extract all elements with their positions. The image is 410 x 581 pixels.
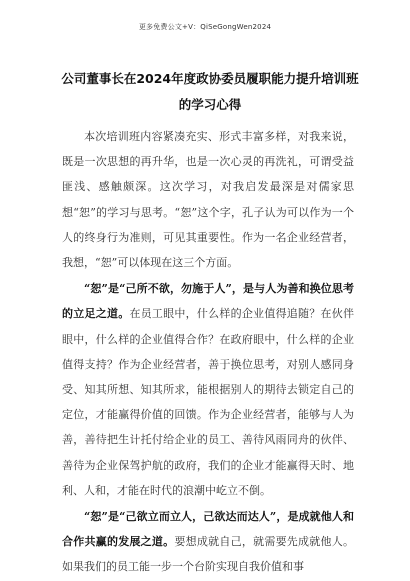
header-note: 更多免费公文+V：QiSeGongWen2024	[138, 23, 272, 31]
paragraph-text: 在员工眼中，什么样的企业值得追随？在伙伴眼中，什么样的企业值得合作？在政府眼中，什么样的企业值得支持？作为企业经营者，善于换位思考，对别人感同身受、知其所想、知其所求，能根据别人的期待去锁定自己的定位，才能赢得价值的回馈。作为企业经营者，能够与人为善，善待把生计托付给企业的员工、善待风雨同舟的伙伴、善待为企业保驾护航的政府，我们的企业才能赢得天时、地利、人和，才能在时代的浪潮中屹立不倒。	[62, 307, 355, 497]
paragraph-intro	[62, 124, 354, 275]
document-title: 公司董事长在2024年度政协委员履职能力提升培训班的学习心得	[61, 71, 359, 112]
paragraph-section-2	[62, 504, 354, 580]
section-heading: “恕”是“己欲立而立人，己欲达而达人”，是成就他人和合作共赢的发展之道。	[62, 510, 354, 549]
document-body	[62, 124, 354, 581]
paragraph-section-1	[62, 276, 354, 503]
paragraph-text: 要想成就自己，就需要先成就他人。如果我们的员工能一步一个台阶实现自我价值和事	[62, 535, 355, 574]
paragraph-text: 本次培训班内容紧凑充实、形式丰富多样，对我来说，既是一次思想的再升华，也是一次心灵的再洗礼，可谓受益匪浅、感触颇深。这次学习，对我启发最深是对儒家思想“恕”的学习与思考。“恕”这个字，孔子认为可以作为一个人的终身行为准则，可见其重要性。作为一名企业经营者，我想，“恕”可以体现在这三个方面。	[62, 130, 354, 270]
section-heading: “恕”是“己所不欲，勿施于人”，是与人为善和换位思考的立足之道。	[62, 282, 354, 321]
